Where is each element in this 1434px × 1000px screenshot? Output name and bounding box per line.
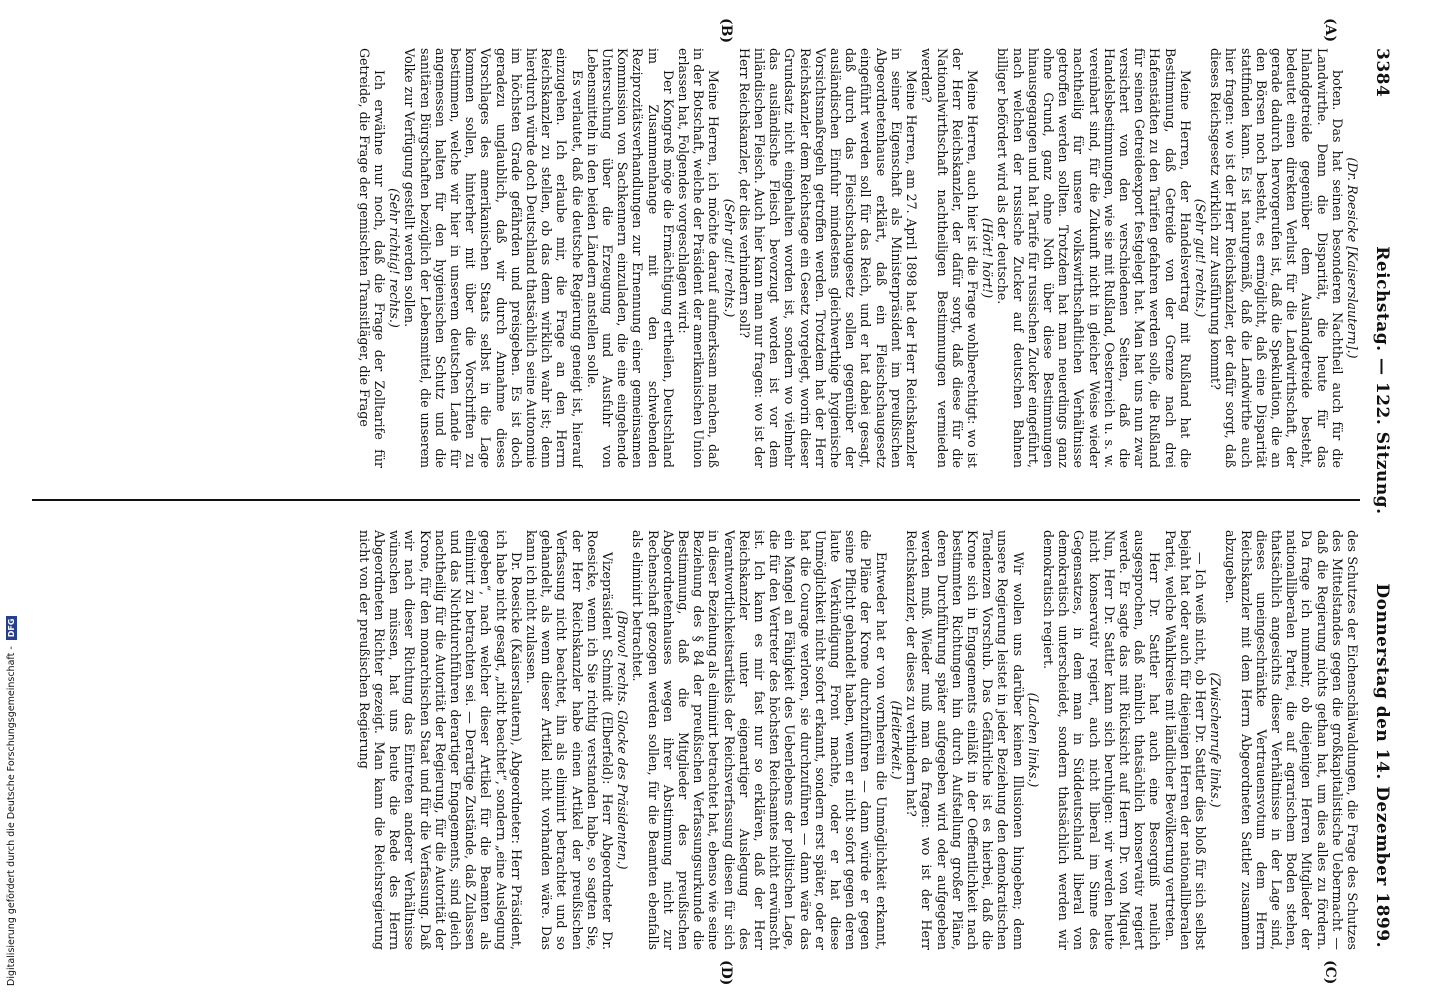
margin-marker-d: (D) xyxy=(718,960,734,986)
right-text-column xyxy=(32,530,1360,950)
paragraph: — Ich weiß nicht, ob Herr Dr. Sattler dies bloß für sich selbst bejaht hat oder auch für diejenigen Herren der nationalliberalen Partei, welche Wahlkreise mit ländlicher Bevölkerung vertreten. xyxy=(1162,530,1208,950)
paragraph: boten. Das hat seinen besonderen Nachtheil auch für die Landwirthe. Denn die Disparität, die heute für das Inlandgetreide gegenüber dem Auslandgetreide besteht, bedeutet einen direkten Verlust für die Landwirthschaft, der gerade dadurch hervorgerufen ist, daß die Spekulation, die an den Börsen noch besteht, es ermöglicht, daß eine Disparität stattfinden kann. Es ist naturgemäß, daß die Landwirthe auch hier fragen: wo ist der Herr Reichskanzler, der dafür sorgt, daß dieses Reichsgesetz wirklich zur Ausführung kommt? xyxy=(1208,48,1345,468)
interjection: (Dr. Roesicke [Kaiserslautern].) xyxy=(1345,157,1360,359)
margin-marker-b: (B) xyxy=(718,18,734,44)
margin-marker-c: (C) xyxy=(1322,960,1338,985)
interjection: (Sehr richtig! rechts.) xyxy=(387,188,403,328)
paragraph: Meine Herren, der Handelsvertrag mit Rußland hat die Bestimmung, daß Getreide von der Grenze nach drei Hafenstädten zu den Tarifen gefahren werden solle, die Rußland für seinen Getreideexport festgelegt hat. Man hat uns nun zwar versichert von den verschiedenen Seiten, daß die Handelsbestimmungen, wie sie mit Rußland, Oesterreich u. s. w. vereinbart sind, für die Zukunft nicht in gleicher Weise wieder nachtheilig für unsere volkswirthschaftlichen Verhältnisse getroffen werden sollten. Trotzdem hat man neuerdings ganz ohne Grund, ganz ohne Noth über diese Bestimmungen hinausgegangen und hat Tarife für russischen Zucker eingeführt, nach welchen der russische Zucker auf deutschen Bahnen billiger befördert wird als der deutsche. xyxy=(995,48,1193,468)
paragraph: Es verlautet, daß die deutsche Regierung geneigt ist, hierauf einzugehen. Ich erlaube mir, die Frage an den Herrn Reichskanzler zu stellen, ob das denn wirklich wahr ist; denn hierdurch würde doch Deutschland thatsächlich seine Autonomie im höchsten Grade gefährden und preisgeben. Es ist doch geradezu unglaublich, daß wir durch Annahme dieses Vorschlages des amerikanischen Staats selbst in die Lage kommen sollen, hinterher mit über die Vorschriften zu bestimmen, welche wir hier in unserem deutschen Lande für angemessen halten für den hygienischen Schutz und die sanitären Bürgschaften bezüglich der Lebensmittel, die unserem Volke zur Verfügung gestellt werden sollen. xyxy=(402,48,585,468)
footer-credit: Digitalisierung gefördert durch die Deutsche Forschungsgemeinschaft - xyxy=(5,646,17,986)
left-text-column xyxy=(32,48,1360,468)
interjection: (Bravo! rechts. Glocke des Präsidenten.) xyxy=(615,610,631,870)
column-divider xyxy=(32,499,1360,501)
paragraph: Vizepräsident Schmidt (Elberfeld): Herr Abgeordneter Dr. Roesicke, wenn ich Sie richtig verstanden habe, so sagten Sie, der Herr Reichskanzler habe einen Artikel der preußischen Verfassung nicht beachtet, ihn als eliminirt betrachtet und so gehandelt, als wenn dieser Artikel nicht vorhanden wäre. Das kann ich nicht zulassen. xyxy=(524,530,616,950)
paragraph: des Schutzes der Eichenschälwaldungen, die Frage des Schutzes des Mittelstandes gegen die großkapitalistische Uebermacht — daß die Regierung nichts gethan hat, um dies alles zu fördern. Da frage ich nunmehr, ob diejenigen Herren Mitglieder der nationalliberalen Partei, die auf agrarischem Boden stehen, thatsächlich angesichts dieser Verhältnisse in der Lage sind, dieses uneingeschränkte Vertrauensvotum dem Herrn Reichskanzler mit dem Herrn Abgeordneten Sattler zusammen abzugeben. xyxy=(1223,530,1360,950)
paragraph: Wir wollen uns darüber keinen Illusionen hingeben; denn unsere Regierung leistet in jeder Beziehung den demokratischen Tendenzen Vorschub. Das Gefährliche ist es hierbei, daß die Krone sich in Engagements einläßt in der Oeffentlichkeit nach bestimmten Richtungen hin durch Aufstellung großer Pläne, deren Durchführung später aufgegeben wird oder aufgegeben werden muß. Wieder muß man da fragen: wo ist der Herr Reichskanzler, der dieses zu verhindern hat? xyxy=(904,530,1026,950)
margin-marker-a: (A) xyxy=(1322,18,1338,43)
paragraph: Meine Herren, ich möchte darauf aufmerksam machen, daß in der Botschaft, welche der Präsident der amerikanischen Union erlassen hat, Folgendes vorgeschlagen wird: xyxy=(676,48,722,468)
interjection: (Hört! hört!) xyxy=(980,217,996,299)
session-title: Reichstag. — 122. Sitzung. xyxy=(1372,246,1392,515)
interjection: (Sehr gut! rechts.) xyxy=(1192,198,1208,318)
paragraph: Der Kongreß möge die Ermächtigung ertheilen, Deutschland im Zusammenhange mit den schwebenden Reziprozitätsverhandlungen zur Ernennung einer gemeinsamen Kommission von Sachkennern einzuladen, die eine eingehende Untersuchung über die Erzeugung und Ausfuhr von Lebensmitteln in den beiden Ländern anstellen solle. xyxy=(584,48,676,468)
session-date: Donnerstag den 14. Dezember 1899. xyxy=(1372,583,1392,948)
dfg-logo: DFG xyxy=(6,616,17,641)
interjection: (Sehr gut! rechts.) xyxy=(721,198,737,318)
paragraph: Dr. Roesicke (Kaiserslautern), Abgeordneter: Herr Präsident, ich habe nicht gesagt, „nicht beachtet“, sondern „eine Auslegung gegeben“, nach welcher dieser Artikel für die Beamten als eliminirt zu betrachten sei. — Derartige Zustände, daß Zulassen und das Nichtdurchführen derartiger Engagements, sind gleich nachtheilig für die Autorität der Regierung, für die Autorität der Krone, für den monarchischen Staat und für die Verfassung. Daß wir nach dieser Richtung das Eintreten anderer Verhältnisse wünschen müssen, hat uns heute die Rede des Herrn Abgeordneten Richter gezeigt. Man kann die Reichsregierung nicht von der preußischen Regierung xyxy=(356,530,524,950)
paragraph: Herr Dr. Sattler hat auch eine Besorgniß neulich ausgesprochen, daß nämlich thatsächlich konservativ regiert werde. Er sagte das mit Rücksicht auf Herrn Dr. von Miquel. Nun, Herr Dr. Sattler kann sich beruhigen: wir werden heute nicht konservativ regiert, auch nicht liberal im Sinne des Gegensatzes, in dem man in Süddeutschland liberal von demokratisch unterscheidet, sondern thatsächlich werden wir demokratisch regiert. xyxy=(1040,530,1163,950)
paragraph: Entweder hat er von vornherein die Unmöglichkeit erkannt, die Pläne der Krone durchzuführen — dann würde er gegen seine Pflicht gehandelt haben, wenn er nicht sofort gegen deren laute Verkündigung Front machte, oder er hat diese Unmöglichkeit nicht sofort erkannt, sondern erst später, oder er hat die Courage verloren, sie durchzuführen — dann wäre das ein Mangel an Fähigkeit des Ueberlebens der politischen Lage, die für den Vertreter des höchsten Reichsamtes nicht erwünscht ist. Ich kann es mir fast nur so erklären, daß der Herr Reichskanzler unter eigenartiger Auslegung des Verantwortlichkeitsartikels der Reichsverfassung diesen für sich in dieser Beziehung als eliminirt betrachtet hat, ebenso wie seine Beziehung des § 84 der preußischen Verfassungsurkunde die Bestimmung, daß die Mitglieder des preußischen Abgeordnetenhauses wegen ihrer Abstimmung nicht zur Rechenschaft gezogen werden sollen, für die Beamten ebenfalls als eliminirt betrachtet. xyxy=(630,530,889,950)
paragraph: Meine Herren, am 27. April 1898 hat der Herr Reichskanzler in seiner Eigenschaft als Ministerpräsident im preußischen Abgeordnetenhause erklärt, daß ein Fleischschaugesetz eingeführt werden soll für das Reich, und er hat dabei gesagt, daß durch das Fleischschaugesetz sollen gegenüber der ausländischen Einfuhr mindestens gleichwerthige hygienische Vorsichtsmaßregeln getroffen werden. Trotzdem hat der Herr Reichskanzler dem Reichstage ein Gesetz vorgelegt, worin dieser Grundsatz nicht eingehalten worden ist, sondern wo vielmehr das ausländische Fleisch bevorzugt worden ist vor dem inländischen Fleisch. Auch hier kann man nur fragen: wo ist der Herr Reichskanzler, der dies verhindern soll? xyxy=(736,48,920,468)
page-number: 3384 xyxy=(1372,48,1392,98)
digitization-footer xyxy=(0,0,22,1000)
interjection: (Heiterkeit.) xyxy=(888,700,904,780)
interjection: (Zwischenrufe links.) xyxy=(1208,672,1224,808)
page-header xyxy=(1366,48,1392,948)
paragraph: Meine Herren, auch hier ist die Frage wohlberechtigt: wo ist der Herr Reichskanzler, der dafür sorgt, daß diese für die Nationalwirthschaft nachtheiligen Bestimmungen vermieden werden? xyxy=(919,48,980,468)
interjection: (Lachen links.) xyxy=(1025,692,1041,788)
paragraph: Ich erwähne nur noch, daß die Frage der Zolltarife für Getreide, die Frage der gemischten Transitläger, die Frage xyxy=(356,48,387,468)
